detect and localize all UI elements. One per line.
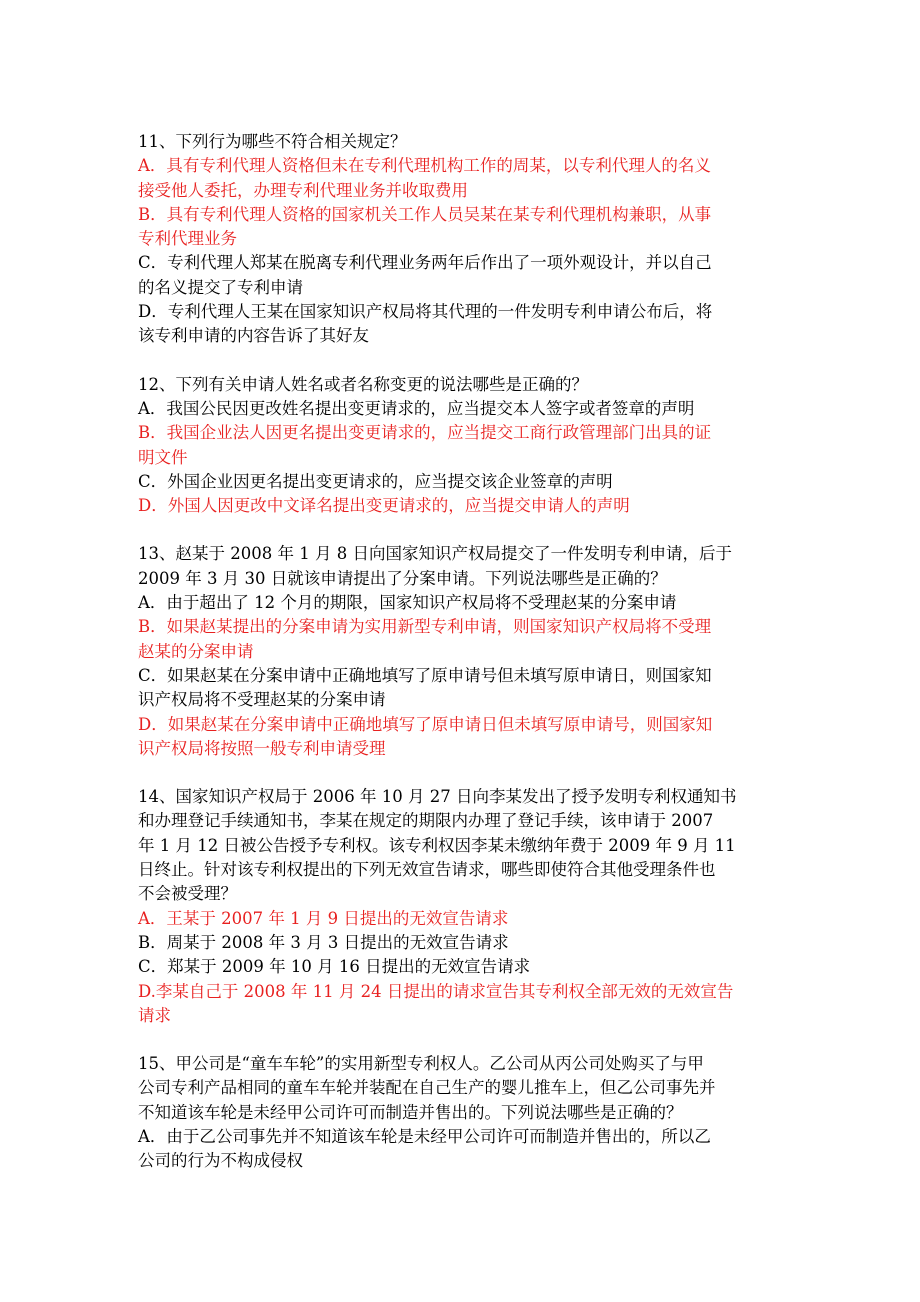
question-stem-line: 年 1 月 12 日被公告授予专利权。该专利权因李某未缴纳年费于 2009 年 9 月 11	[138, 835, 736, 855]
option-text-line: A．具有专利代理人资格但未在专利代理机构工作的周某，以专利代理人的名义	[138, 156, 711, 176]
question-stem-line: 14、国家知识产权局于 2006 年 10 月 27 日向李某发出了授予发明专利权通知书	[138, 787, 737, 807]
answer-option	[138, 421, 788, 470]
option-text-line: 赵某的分案申请	[138, 641, 254, 661]
option-text-line: D.李某自己于 2008 年 11 月 24 日提出的请求宣告其专利权全部无效的无效宣告	[138, 981, 734, 1001]
question-14	[138, 785, 788, 1028]
answer-option	[138, 664, 788, 713]
question-stem-line: 公司专利产品相同的童车车轮并装配在自己生产的婴儿推车上，但乙公司事先并	[138, 1078, 716, 1098]
option-text-line: D．专利代理人王某在国家知识产权局将其代理的一件发明专利申请公布后，将	[138, 302, 713, 322]
answer-option	[138, 154, 788, 203]
answer-option	[138, 713, 788, 762]
question-stem-line: 15、甲公司是“童车车轮”的实用新型专利权人。乙公司从丙公司处购买了与甲	[138, 1054, 704, 1074]
question-stem-line: 13、赵某于 2008 年 1 月 8 日向国家知识产权局提交了一件发明专利申请，后于	[138, 544, 732, 564]
question-stem-line: 日终止。针对该专利权提出的下列无效宣告请求，哪些即使符合其他受理条件也	[138, 860, 716, 880]
option-text-line: D．如果赵某在分案申请中正确地填写了原申请日但未填写原申请号，则国家知	[138, 714, 713, 734]
option-text-line: A．王某于 2007 年 1 月 9 日提出的无效宣告请求	[138, 908, 509, 928]
option-text-line: 识产权局将按照一般专利申请受理	[138, 738, 386, 758]
question-stem-line: 不会被受理？	[138, 884, 237, 904]
option-text-line: 专利代理业务	[138, 229, 237, 249]
option-text-line: D．外国人因更改中文译名提出变更请求的，应当提交申请人的声明	[138, 496, 630, 516]
answer-option	[138, 980, 788, 1029]
option-text-line: 公司的行为不构成侵权	[138, 1151, 303, 1171]
answer-option	[138, 591, 788, 615]
answer-option	[138, 251, 788, 300]
answer-option	[138, 470, 788, 494]
question-11	[138, 130, 788, 349]
question-12	[138, 373, 788, 519]
option-text-line: B．我国企业法人因更名提出变更请求的，应当提交工商行政管理部门出具的证	[138, 423, 712, 443]
answer-option	[138, 955, 788, 979]
answer-option	[138, 615, 788, 664]
answer-option	[138, 907, 788, 931]
question-stem-line: 2009 年 3 月 30 日就该申请提出了分案申请。下列说法哪些是正确的？	[138, 568, 667, 588]
option-text-line: C．专利代理人郑某在脱离专利代理业务两年后作出了一项外观设计，并以自己	[138, 253, 712, 273]
question-15	[138, 1052, 788, 1173]
question-13	[138, 542, 788, 761]
option-text-line: 该专利申请的内容告诉了其好友	[138, 326, 369, 346]
question-stem-line: 12、下列有关申请人姓名或者名称变更的说法哪些是正确的？	[138, 374, 588, 394]
option-text-line: A．由于超出了 12 个月的期限，国家知识产权局将不受理赵某的分案申请	[138, 593, 677, 613]
answer-option	[138, 203, 788, 252]
option-text-line: A．我国公民因更改姓名提出变更请求的，应当提交本人签字或者签章的声明	[138, 398, 695, 418]
question-stem-line: 不知道该车轮是未经甲公司许可而制造并售出的。下列说法哪些是正确的？	[138, 1102, 683, 1122]
option-text-line: C．如果赵某在分案申请中正确地填写了原申请号但未填写原申请日，则国家知	[138, 665, 712, 685]
option-text-line: A．由于乙公司事先并不知道该车轮是未经甲公司许可而制造并售出的，所以乙	[138, 1126, 711, 1146]
option-text-line: B．具有专利代理人资格的国家机关工作人员吴某在某专利代理机构兼职，从事	[138, 204, 712, 224]
option-text-line: B．周某于 2008 年 3 月 3 日提出的无效宣告请求	[138, 932, 509, 952]
answer-option	[138, 1125, 788, 1174]
answer-option	[138, 397, 788, 421]
option-text-line: 的名义提交了专利申请	[138, 277, 303, 297]
option-text-line: 明文件	[138, 447, 188, 467]
option-text-line: 请求	[138, 1005, 171, 1025]
option-text-line: C．郑某于 2009 年 10 月 16 日提出的无效宣告请求	[138, 957, 531, 977]
answer-option	[138, 494, 788, 518]
option-text-line: B．如果赵某提出的分案申请为实用新型专利申请，则国家知识产权局将不受理	[138, 617, 712, 637]
answer-option	[138, 931, 788, 955]
option-text-line: C．外国企业因更名提出变更请求的，应当提交该企业签章的声明	[138, 471, 613, 491]
question-stem-line: 11、下列行为哪些不符合相关规定？	[138, 132, 407, 151]
answer-option	[138, 300, 788, 349]
option-text-line: 识产权局将不受理赵某的分案申请	[138, 690, 386, 710]
question-stem-line: 和办理登记手续通知书，李某在规定的期限内办理了登记手续，该申请于 2007	[138, 811, 714, 831]
document-page	[138, 130, 788, 1198]
option-text-line: 接受他人委托，办理专利代理业务并收取费用	[138, 180, 468, 200]
